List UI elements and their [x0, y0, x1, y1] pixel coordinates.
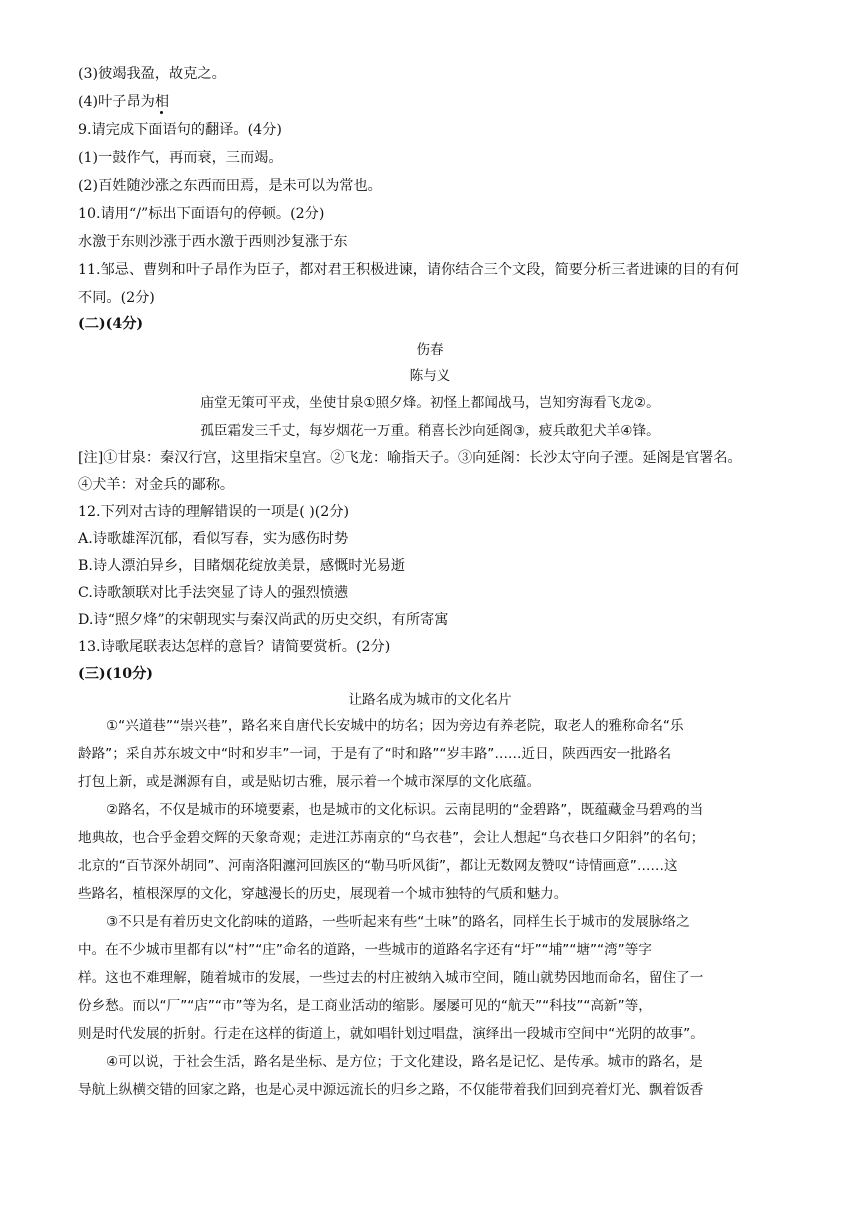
paragraph-2-line-2: 地典故，也合乎金碧交辉的天象奇观；走进江苏南京的“乌衣巷”，会让人想起“乌衣巷口夕阳斜”的名句； [78, 830, 705, 846]
poem-note-cont: ④犬羊：对金兵的鄙称。 [78, 477, 235, 493]
paragraph-2-line-3: 北京的“百节深外胡同”、河南洛阳瀍河回族区的“勒马听风街”，都让无数网友赞叹“诗情画意”……这 [78, 858, 678, 874]
paragraph-1-line-1: ①“兴道巷”“崇兴巷”，路名来自唐代长安城中的坊名；因为旁边有养老院，取老人的雅称命名“乐 [106, 718, 684, 734]
paragraph-4-line-2: 导航上纵横交错的回家之路，也是心灵中源远流长的归乡之路，不仅能带着我们回到亮着灯光、飘着饭香 [78, 1082, 704, 1098]
paragraph-3-line-5: 则是时代发展的折射。行走在这样的街道上，就如唱针划过唱盘，演绎出一段城市空间中“光阴的故事”。 [78, 1026, 704, 1042]
section-3-heading: (三)(10分) [78, 666, 153, 682]
option-c: C.诗歌颔联对比手法突显了诗人的强烈愤懑 [78, 585, 349, 601]
question-9-item-1: (1)一鼓作气，再而衰，三而竭。 [78, 150, 283, 166]
answer-line-4 [78, 92, 169, 112]
article-title: 让路名成为城市的文化名片 [348, 692, 512, 708]
paragraph-1-line-3: 打包上新，或是渊源有自，或是贴切古雅，展示着一个城市深厚的文化底蕴。 [78, 774, 541, 790]
option-d: D.诗“照夕烽”的宋朝现实与秦汉尚武的历史交织，有所寄寓 [78, 612, 449, 628]
poem-line-1: 庙堂无策可平戎，坐使甘泉①照夕烽。初怪上都闻战马，岂知穷海看飞龙②。 [200, 395, 660, 411]
poem-line-2: 孤臣霜发三千丈，每岁烟花一万重。稍喜长沙向延阁③，疲兵敢犯犬羊④锋。 [200, 423, 660, 439]
poem-note: [注]①甘泉：秦汉行宫，这里指宋皇宫。②飞龙：喻指天子。③向延阁：长沙太守向子湮。延阁是官署名。 [78, 450, 742, 466]
paragraph-1-line-2: 龄路”；采自苏东坡文中“时和岁丰”一词，于是有了“时和路”“岁丰路”……近日，陕西西安一批路名 [78, 746, 672, 762]
paragraph-3-line-1: ③不只是有着历史文化韵味的道路，一些听起来有些“土味”的路名，同样生长于城市的发展脉络之 [106, 914, 690, 930]
poem-author: 陈与义 [409, 368, 451, 384]
answer-line-4-text: (4)叶子昂为 [78, 94, 155, 110]
question-9: 9.请完成下面语句的翻译。(4分) [78, 122, 282, 138]
paragraph-3-line-2: 中。在不少城市里都有以“村”“庄”命名的道路，一些城市的道路名字还有“圩”“埔”“塘”“湾”等字 [78, 942, 652, 958]
section-2-heading: (二)(4分) [78, 316, 144, 332]
question-13: 13.诗歌尾联表达怎样的意旨？请简要赏析。(2分) [78, 639, 391, 655]
question-10-sentence: 水激于东则沙涨于西水激于西则沙复涨于东 [78, 234, 348, 250]
option-a: A.诗歌雄浑沉郁，看似写春，实为感伤时势 [78, 531, 349, 547]
question-11: 11.邹忌、曹刿和叶子昂作为臣子，都对君王积极进谏，请你结合三个文段，简要分析三者进谏的目的有何 [78, 262, 740, 278]
question-10: 10.请用“/”标出下面语句的停顿。(2分) [78, 206, 325, 222]
paragraph-4-line-1: ④可以说，于社会生活，路名是坐标、是方位；于文化建设，路名是记忆、是传承。城市的路名，是 [106, 1054, 703, 1070]
poem-title: 伤春 [416, 342, 444, 358]
paragraph-3-line-3: 样。这也不难理解，随着城市的发展，一些过去的村庄被纳入城市空间，随山就势因地而命名，留住了一 [78, 970, 704, 986]
paragraph-2-line-4: 些路名，植根深厚的文化，穿越漫长的历史，展现着一个城市独特的气质和魅力。 [78, 886, 568, 902]
question-12: 12.下列对古诗的理解错误的一项是( )(2分) [78, 504, 350, 520]
question-9-item-2: (2)百姓随沙涨之东西而田焉，是未可以为常也。 [78, 178, 382, 194]
answer-line-3: (3)彼竭我盈，故克之。 [78, 66, 226, 82]
question-11-cont: 不同。(2分) [78, 290, 155, 306]
emphasis-dot-char: 相 [154, 94, 170, 110]
paragraph-3-line-4: 份乡愁。而以“厂”“店”“市”等为名，是工商业活动的缩影。屡屡可见的“航天”“科技”“高新”等， [78, 998, 652, 1014]
option-b: B.诗人漂泊异乡，目睹烟花绽放美景，感慨时光易逝 [78, 558, 406, 574]
paragraph-2-line-1: ②路名，不仅是城市的环境要素，也是城市的文化标识。云南昆明的“金碧路”，既蕴藏金马碧鸡的当 [106, 802, 704, 818]
